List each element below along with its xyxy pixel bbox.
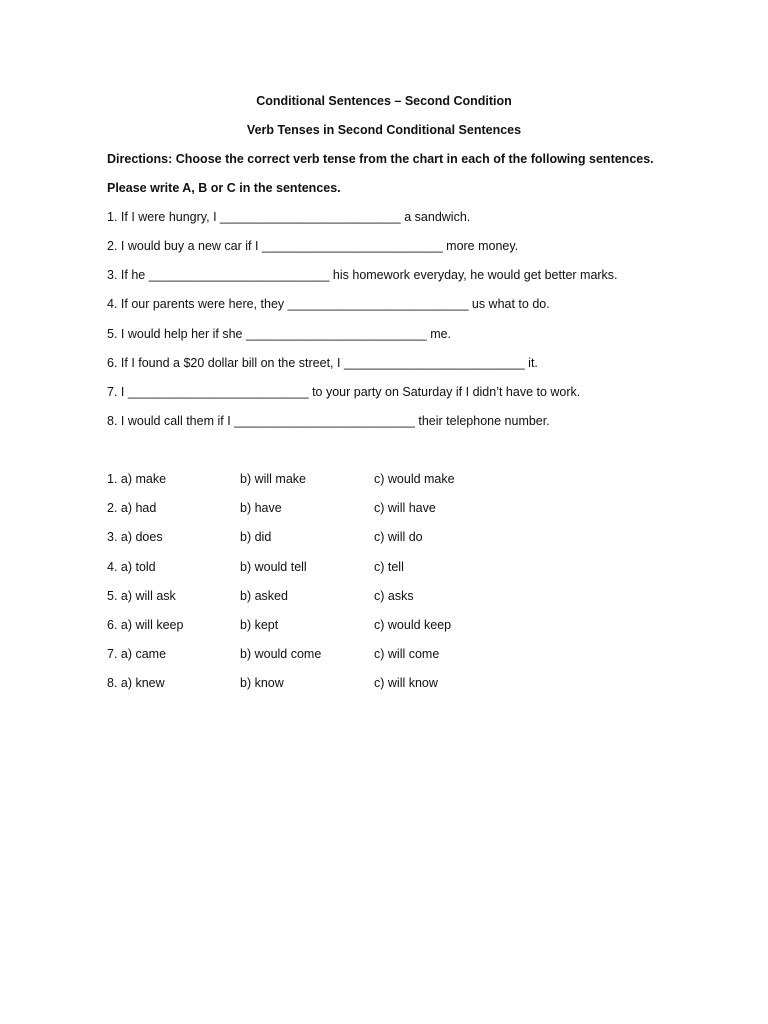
sentence-2: 2. I would buy a new car if I __________________________ more money. [107, 239, 519, 253]
option-c: c) would make [374, 472, 455, 486]
sentence-3: 3. If he __________________________ his homework everyday, he would get better marks. [107, 268, 618, 282]
sentence-7: 7. I __________________________ to your party on Saturday if I didn’t have to work. [107, 385, 581, 399]
option-b: b) asked [240, 589, 288, 603]
option-a: 8. a) knew [107, 676, 165, 690]
option-b: b) know [240, 676, 284, 690]
option-b: b) did [240, 530, 272, 544]
option-a: 5. a) will ask [107, 589, 176, 603]
option-c: c) will do [374, 530, 423, 544]
option-c: c) tell [374, 560, 404, 574]
option-a: 3. a) does [107, 530, 163, 544]
option-a: 2. a) had [107, 501, 157, 515]
page-title: Conditional Sentences – Second Condition [256, 94, 512, 108]
sentence-6: 6. If I found a $20 dollar bill on the street, I __________________________ it. [107, 356, 538, 370]
instruction-text: Please write A, B or C in the sentences. [107, 181, 341, 195]
option-c: c) will have [374, 501, 436, 515]
option-b: b) would come [240, 647, 322, 661]
option-a: 6. a) will keep [107, 618, 184, 632]
option-a: 7. a) came [107, 647, 167, 661]
option-a: 4. a) told [107, 560, 156, 574]
sentence-1: 1. If I were hungry, I __________________________ a sandwich. [107, 210, 471, 224]
option-c: c) would keep [374, 618, 452, 632]
option-b: b) have [240, 501, 282, 515]
option-a: 1. a) make [107, 472, 167, 486]
option-b: b) kept [240, 618, 279, 632]
option-b: b) will make [240, 472, 306, 486]
option-c: c) will come [374, 647, 440, 661]
option-c: c) will know [374, 676, 438, 690]
option-b: b) would tell [240, 560, 307, 574]
option-c: c) asks [374, 589, 414, 603]
sentence-8: 8. I would call them if I __________________________ their telephone number. [107, 414, 550, 428]
directions-text: Directions: Choose the correct verb tense from the chart in each of the following sentences. [107, 152, 654, 166]
page-subtitle: Verb Tenses in Second Conditional Sentences [246, 123, 522, 137]
sentence-5: 5. I would help her if she __________________________ me. [107, 327, 452, 341]
sentence-4: 4. If our parents were here, they __________________________ us what to do. [107, 297, 550, 311]
